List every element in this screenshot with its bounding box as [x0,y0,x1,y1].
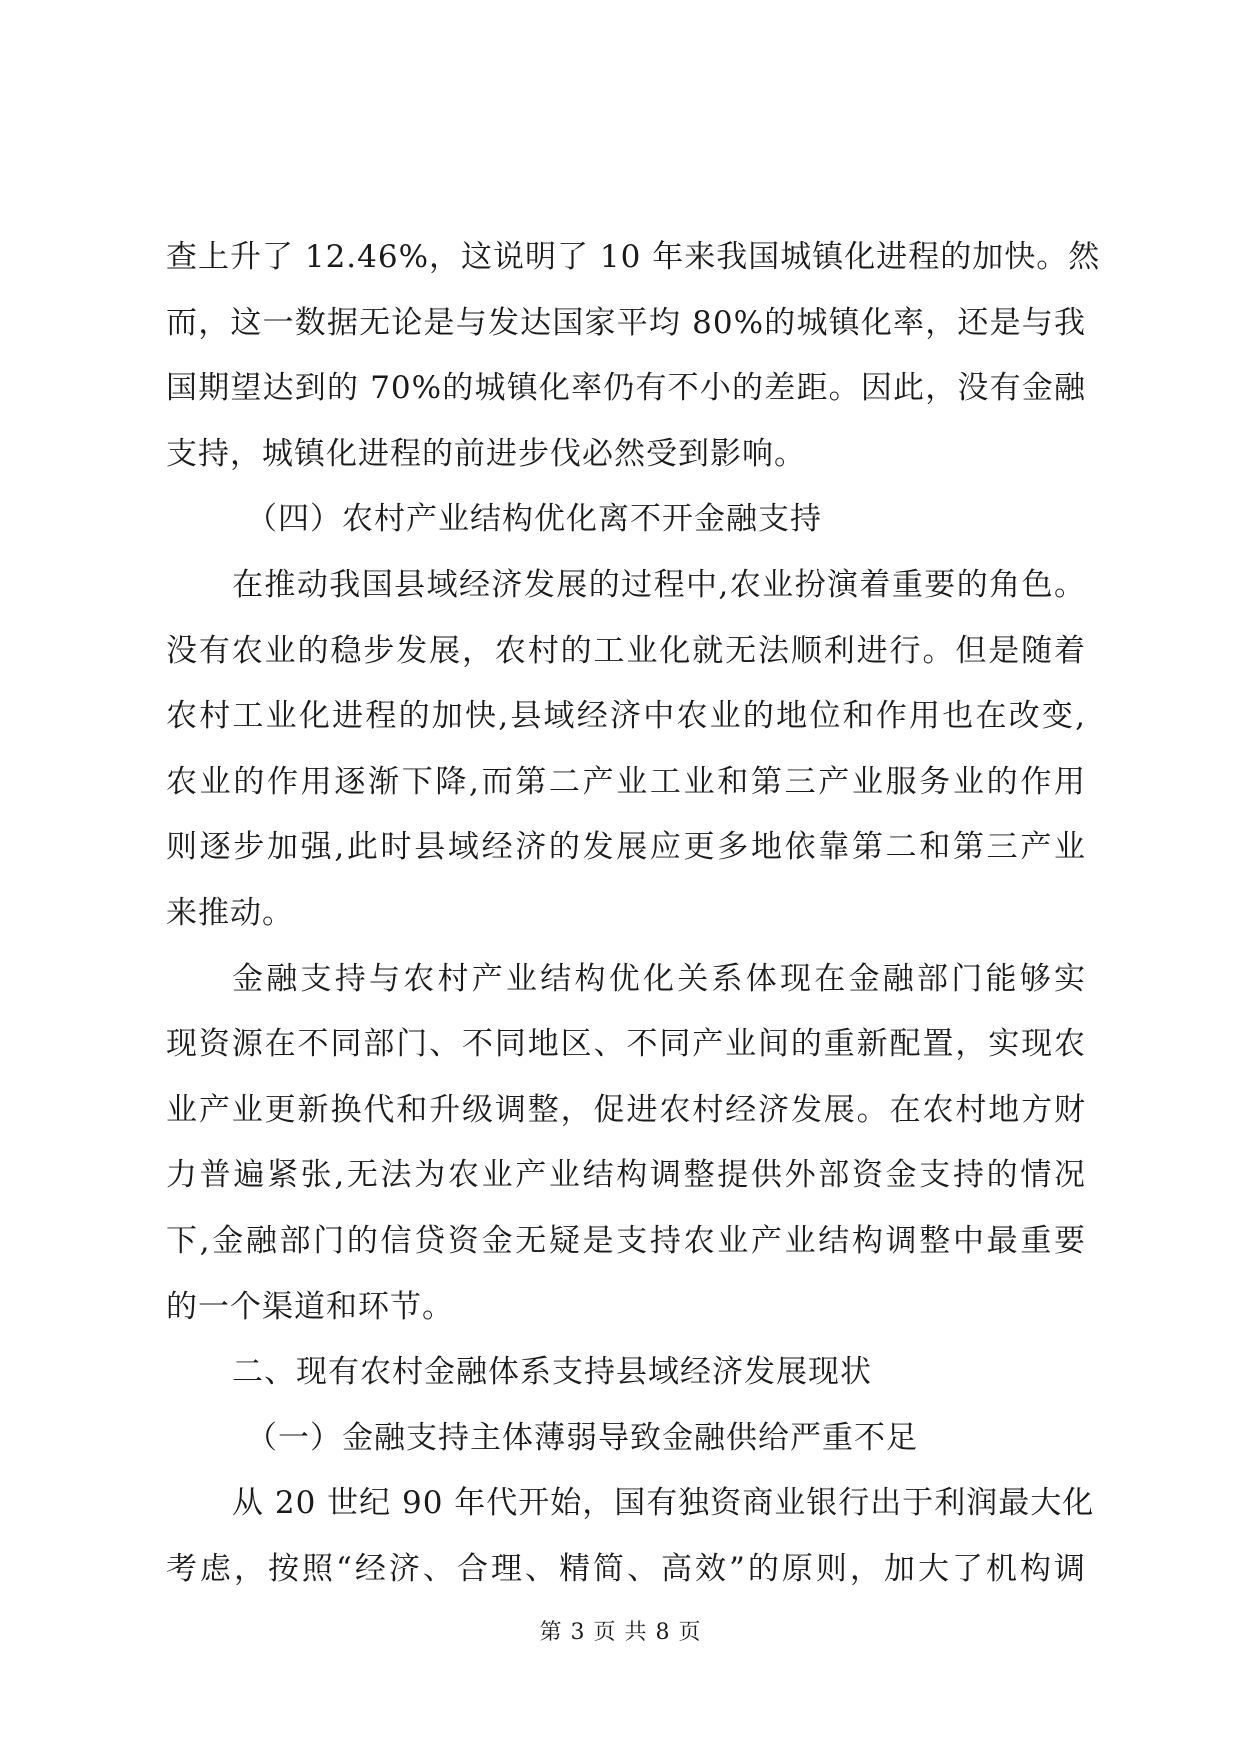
body-line: 国期望达到的 70%的城镇化率仍有不小的差距。因此，没有金融 [166,370,1086,407]
section-heading-2: 二、现有农村金融体系支持县域经济发展现状 [232,1354,872,1391]
body-line: 没有农业的稳步发展，农村的工业化就无法顺利进行。但是随着 [166,632,1086,669]
body-line: 金融支持与农村产业结构优化关系体现在金融部门能够实 [232,960,1086,997]
body-line: 农业的作用逐渐下降,而第二产业工业和第三产业服务业的作用 [166,763,1086,800]
body-line: 而，这一数据无论是与发达国家平均 80%的城镇化率，还是与我 [166,304,1086,341]
body-line: 现资源在不同部门、不同地区、不同产业间的重新配置，实现农 [166,1026,1086,1063]
body-line: 力普遍紧张,无法为农业产业结构调整提供外部资金支持的情况 [166,1157,1086,1194]
body-line: 的一个渠道和环节。 [166,1288,454,1325]
subheading-4: （四）农村产业结构优化离不开金融支持 [246,501,822,538]
body-line: 下,金融部门的信贷资金无疑是支持农业产业结构调整中最重要 [166,1222,1086,1259]
body-line: 支持，城镇化进程的前进步伐必然受到影响。 [166,435,806,472]
document-body [166,225,1101,1602]
body-line: 考虑，按照“经济、合理、精简、高效”的原则，加大了机构调 [166,1550,1086,1587]
body-line: 查上升了 12.46%，这说明了 10 年来我国城镇化进程的加快。然 [166,239,1101,275]
subheading-1: （一）金融支持主体薄弱导致金融供给严重不足 [246,1419,918,1456]
body-line: 从 20 世纪 90 年代开始，国有独资商业银行出于利润最大化 [232,1485,1095,1522]
body-line: 业产业更新换代和升级调整，促进农村经济发展。在农村地方财 [166,1091,1086,1128]
body-line: 则逐步加强,此时县域经济的发展应更多地依靠第二和第三产业 [166,829,1086,866]
body-line: 来推动。 [166,894,294,931]
body-line: 农村工业化进程的加快,县域经济中农业的地位和作用也在改变, [166,698,1086,735]
body-line: 在推动我国县域经济发展的过程中,农业扮演着重要的角色。 [232,566,1086,603]
page-footer: 第 3 页 共 8 页 [539,1620,702,1645]
